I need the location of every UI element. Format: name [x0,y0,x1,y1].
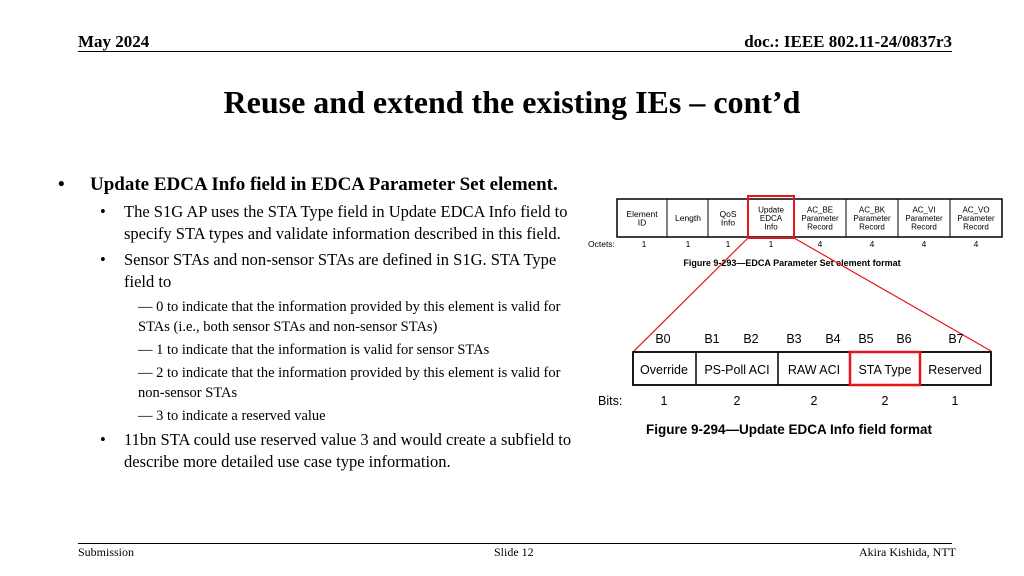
edca-parameter-set-format [588,196,1002,268]
cell-ac-be: AC_BE Parameter Record [801,205,839,232]
octet-value: 4 [817,239,823,249]
footer-submission: Submission [78,545,135,559]
bits-value: 2 [881,394,889,408]
octet-value: 4 [869,239,875,249]
octet-value: 1 [685,239,691,249]
cell-ac-bk: AC_BK Parameter Record [853,205,891,232]
figure-294-caption: Figure 9-294—Update EDCA Info field format [645,422,933,437]
octet-value: 1 [725,239,731,249]
zoom-connector-left [634,238,748,351]
sub-bullet-text: The S1G AP uses the STA Type field in Update EDCA Info field to specify STA types and validate information described in this field. [124,202,568,243]
bits-value: 2 [733,394,741,408]
bullet-dot-icon: • [100,202,106,221]
bits-value: 1 [660,394,668,408]
bullet-dot-icon: • [100,250,106,269]
bullet-dot-icon: • [58,174,65,195]
bit-label: B4 [825,332,841,346]
cell-ac-vi: AC_VI Parameter Record [905,205,943,232]
value-item: — 3 to indicate a reserved value [138,408,326,424]
bit-label: B6 [896,332,912,346]
bits-label: Bits: [598,394,623,408]
octet-value: 4 [973,239,979,249]
sub-bullet-text: 11bn STA could use reserved value 3 and would create a subfield to describe more detailed use case type information. [124,430,572,471]
octet-value: 4 [921,239,927,249]
figure-293-caption: Figure 9-293—EDCA Parameter Set element format [683,258,901,268]
bit-label: B1 [704,332,720,346]
cell-sta-type: STA Type [858,363,912,377]
octet-value: 1 [641,239,647,249]
bit-label: B2 [743,332,759,346]
cell-element-id: Element ID [626,208,658,228]
bullet-dot-icon: • [100,430,106,449]
cell-ac-vo: AC_VO Parameter Record [957,205,995,232]
value-item: — 2 to indicate that the information provided by this element is valid for non-sensor STAs [138,365,561,401]
header-doc-id: doc.: IEEE 802.11-24/0837r3 [744,32,952,51]
footer-author: Akira Kishida, NTT [859,545,956,559]
value-item: — 0 to indicate that the information provided by this element is valid for STAs (i.e., both sensor STAs and non-sensor STAs) [138,299,561,335]
update-edca-info-format [598,332,991,437]
cell-qos-info: QoS Info [719,208,737,228]
octet-value: 1 [768,239,774,249]
cell-length: Length [675,213,701,223]
octets-label: Octets: [588,239,615,249]
footer-slide-number: Slide 12 [494,545,534,559]
bit-label: B3 [786,332,802,346]
sub-bullet-text: Sensor STAs and non-sensor STAs are defined in S1G. STA Type field to [124,250,557,291]
footer-rule [78,543,952,544]
bit-label: B7 [948,332,964,346]
bits-value: 2 [810,394,818,408]
bit-label: B5 [858,332,874,346]
bits-value: 1 [951,394,959,408]
cell-reserved: Reserved [928,363,982,377]
bullet-main-text: Update EDCA Info field in EDCA Parameter Set element. [90,174,558,195]
cell-raw-aci: RAW ACI [787,363,841,377]
bit-label: B0 [655,332,671,346]
cell-ps-poll-aci: PS-Poll ACI [704,363,770,377]
value-item: — 1 to indicate that the information is valid for sensor STAs [138,342,490,358]
cell-update-edca-info: Update EDCA Info [758,205,784,232]
header-date: May 2024 [78,32,150,51]
slide-title: Reuse and extend the existing IEs – cont’d [223,84,801,120]
cell-override: Override [640,363,688,377]
